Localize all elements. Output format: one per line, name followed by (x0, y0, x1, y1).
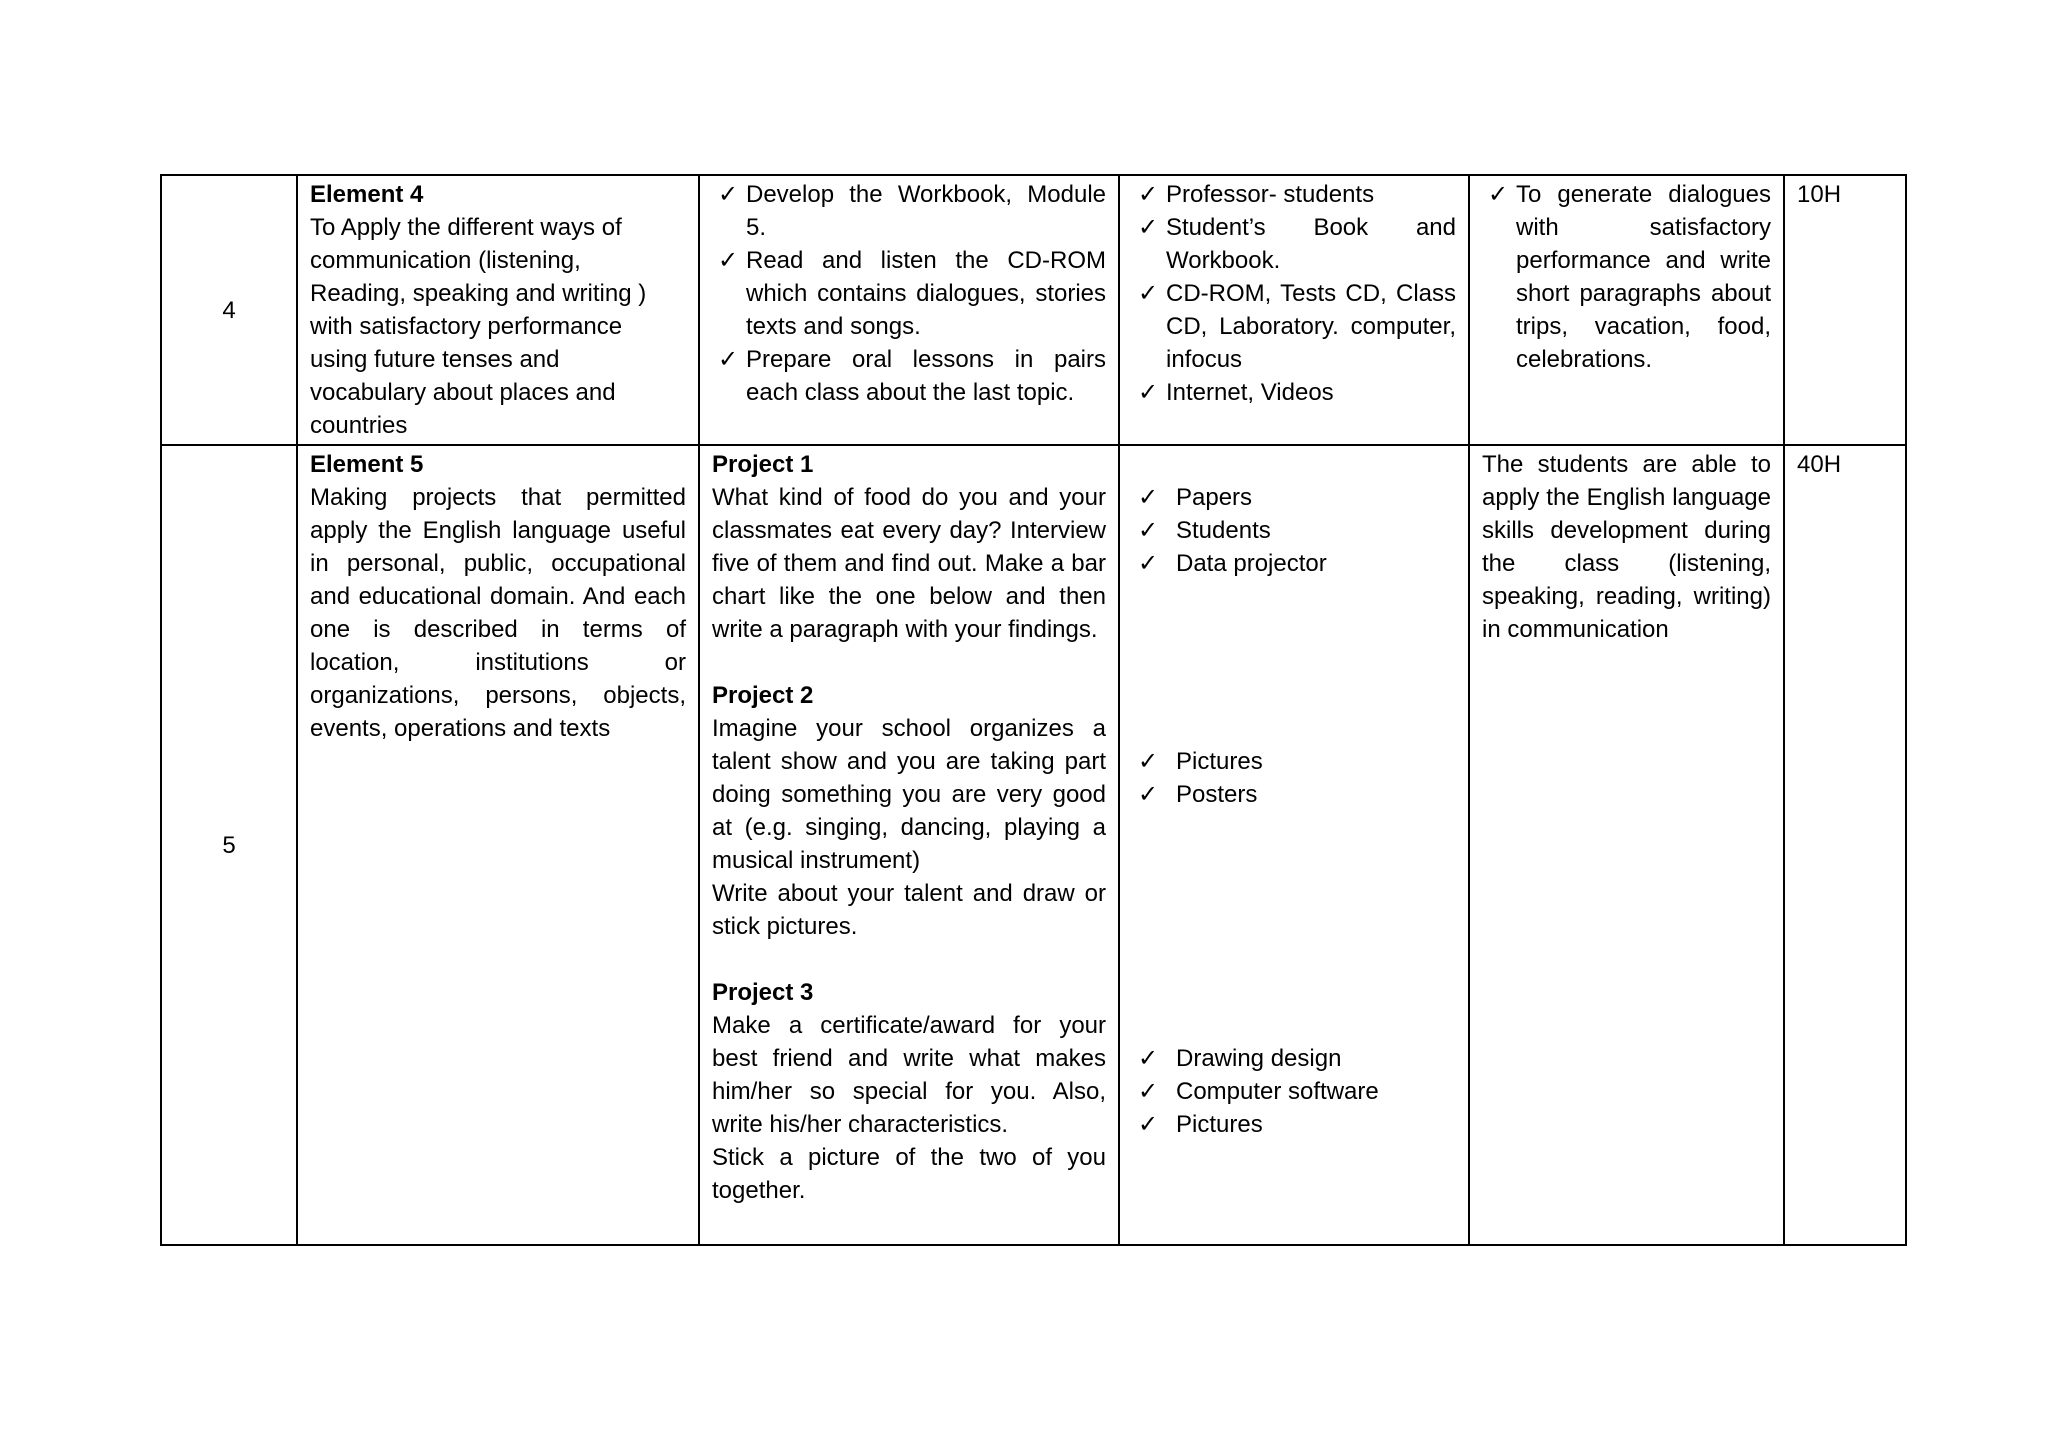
resources-list (1132, 178, 1456, 409)
project-text: Imagine your school organizes a talent show and you are taking part doing something you are very good at (e.g. singing, dancing, playing a musical instrument) (712, 715, 1106, 874)
outcomes-cell (1469, 175, 1784, 445)
outcomes-list (1482, 178, 1771, 376)
list-item: ✓ Develop the Workbook, Module 5. (712, 178, 1106, 244)
list-item: ✓ Papers (1132, 481, 1456, 514)
project-title: Project 2 (712, 682, 814, 709)
project-text: What kind of food do you and your classmates eat every day? Interview five of them and find out. Make a bar chart like the one below and then write a paragraph with your findings. (712, 484, 1106, 643)
list-item: ✓ Student’s Book and Workbook. (1132, 211, 1456, 277)
list-item: ✓ To generate dialogues with satisfactory performance and write short paragraphs about trips, vacation, food, celebrations. (1482, 178, 1771, 376)
check-mark-icon: ✓ (1138, 1078, 1159, 1105)
check-mark-icon: ✓ (1138, 781, 1159, 808)
element-line: with satisfactory performance (310, 313, 623, 340)
list-item: ✓ Data projector (1132, 547, 1456, 580)
row-number: 4 (161, 175, 297, 445)
check-mark-icon: ✓ (1138, 379, 1159, 406)
list-item: ✓ CD-ROM, Tests CD, Class CD, Laboratory. computer, infocus (1132, 277, 1456, 376)
check-mark-icon: ✓ (1488, 181, 1509, 208)
list-item: ✓ Internet, Videos (1132, 376, 1456, 409)
resources-list-project-1 (1132, 481, 1456, 580)
list-item: ✓ Professor- students (1132, 178, 1456, 211)
element-line: To Apply the different ways of (310, 214, 622, 241)
check-mark-icon: ✓ (718, 346, 739, 373)
list-item: ✓ Students (1132, 514, 1456, 547)
outcome-text: The students are able to apply the English language skills development during the class (listening, speaking, reading, writing) in communication (1482, 451, 1771, 643)
activities-cell (699, 175, 1119, 445)
check-mark-icon: ✓ (718, 247, 739, 274)
list-item: ✓ Computer software (1132, 1075, 1456, 1108)
list-item: ✓ Posters (1132, 778, 1456, 811)
project-text: Write about your talent and draw or stick pictures. (712, 880, 1106, 940)
resources-list-project-2 (1132, 745, 1456, 811)
row-number: 5 (161, 445, 297, 1245)
curriculum-table (160, 174, 1907, 1246)
resources-list-project-3 (1132, 1042, 1456, 1141)
element-title: Element 4 (310, 181, 424, 208)
element-title: Element 5 (310, 451, 424, 478)
outcomes-cell (1469, 445, 1784, 1245)
element-line: using future tenses and (310, 346, 560, 373)
element-description: Making projects that permitted apply the English language useful in personal, public, occupational and educational domain. And each one is described in terms of location, institutions or organizations, persons, objects, events, operations and texts (310, 484, 686, 742)
table-row (161, 445, 1906, 1245)
element-line: communication (listening, (310, 247, 581, 274)
resources-cell (1119, 175, 1469, 445)
check-mark-icon: ✓ (1138, 1111, 1159, 1138)
check-mark-icon: ✓ (1138, 181, 1159, 208)
project-title: Project 3 (712, 979, 814, 1006)
list-item: ✓ Prepare oral lessons in pairs each class about the last topic. (712, 343, 1106, 409)
element-line: countries (310, 412, 408, 439)
list-item: ✓ Pictures (1132, 745, 1456, 778)
activities-list (712, 178, 1106, 409)
project-text: Make a certificate/award for your best friend and write what makes him/her so special for you. Also, write his/her characteristics. (712, 1012, 1106, 1138)
list-item: ✓ Read and listen the CD-ROM which contains dialogues, stories texts and songs. (712, 244, 1106, 343)
check-mark-icon: ✓ (1138, 550, 1159, 577)
check-mark-icon: ✓ (1138, 748, 1159, 775)
project-text: Stick a picture of the two of you together. (712, 1144, 1106, 1204)
check-mark-icon: ✓ (1138, 214, 1159, 241)
resources-cell (1119, 445, 1469, 1245)
check-mark-icon: ✓ (1138, 280, 1159, 307)
table-row (161, 175, 1906, 445)
check-mark-icon: ✓ (1138, 1045, 1159, 1072)
element-line: Reading, speaking and writing ) (310, 280, 647, 307)
element-line: vocabulary about places and (310, 379, 616, 406)
check-mark-icon: ✓ (718, 181, 739, 208)
element-cell (297, 175, 699, 445)
element-cell (297, 445, 699, 1245)
hours-cell: 40H (1784, 445, 1906, 1245)
list-item: ✓ Pictures (1132, 1108, 1456, 1141)
check-mark-icon: ✓ (1138, 484, 1159, 511)
check-mark-icon: ✓ (1138, 517, 1159, 544)
list-item: ✓ Drawing design (1132, 1042, 1456, 1075)
hours-cell: 10H (1784, 175, 1906, 445)
projects-cell (699, 445, 1119, 1245)
project-title: Project 1 (712, 451, 814, 478)
